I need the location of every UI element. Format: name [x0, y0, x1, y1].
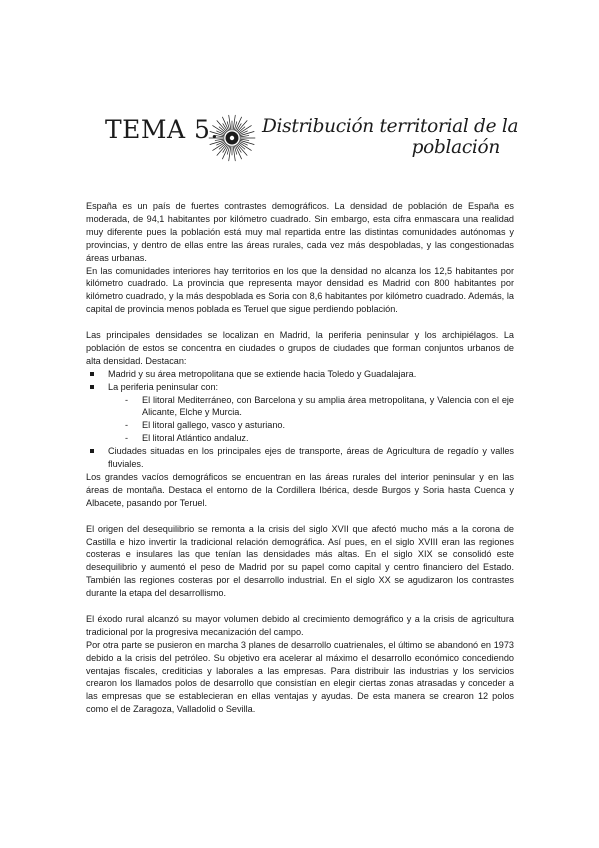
- sunburst-ray: [237, 144, 247, 155]
- list-item: [86, 381, 514, 446]
- sunburst-ray: [215, 139, 224, 140]
- paragraph-density-intro: España es un país de fuertes contrastes demográficos. La densidad de población de España es moderada, de 94,1 habitantes por kilómetro cuadrado. Sin embargo, esta cifra enmascara una realidad muy diferente pues la población está muy mal repartida entre las distintas comunidades autónomas y provincias, y dentro de ellas entre las áreas rurales, cada vez más despobladas, y las congestionadas áreas urbanas.: [86, 201, 514, 263]
- paragraph-gap: [86, 510, 514, 523]
- paragraph-demographic-voids: Los grandes vacíos demográficos se encuentran en las áreas rurales del interior peninsular y en las áreas de montaña. Destaca el entorno de la Cordillera Ibérica, desde Burgos y Soria hasta Cuenca y Albacete, pasando por Teruel.: [86, 472, 514, 508]
- bullet-list-high-density: [86, 368, 514, 471]
- sub-list-item-text: El litoral Mediterráneo, con Barcelona y su amplia área metropolitana, y Valencia con el eje Alicante, Elche y Murcia.: [142, 394, 514, 418]
- list-item-text: Madrid y su área metropolitana que se extiende hacia Toledo y Guadalajara.: [108, 368, 417, 379]
- sub-list-item-text: El litoral Atlántico andaluz.: [142, 433, 249, 444]
- paragraph-rural-exodus: El éxodo rural alcanzó su mayor volumen debido al crecimiento demográfico y a la crisis de agricultura tradicional por la progresiva mecanización del campo.: [86, 613, 514, 637]
- sub-list-item: [108, 394, 514, 420]
- list-item-text: La periferia peninsular con:: [108, 381, 219, 392]
- sunburst-ray: [215, 136, 224, 137]
- paragraph-gap: [86, 316, 514, 329]
- paragraph-historical-origin: El origen del desequilibrio se remonta a la crisis del siglo XVII que afectó mucho más a la corona de Castilla e hizo invertir la tradicional relación demográfica. Así pues, en el siglo XVIII eran las regiones costeras e insulares las que tenían las densidades más altas. En el siglo XIX se consolidó este desequilibrio y aumentó el peso de Madrid por su papel como capital y centro financiero del Estado. También las regiones costeras por el desarrollo industrial. En el siglo XX se agudizaron los contrastes durante la etapa del desarrollismo.: [86, 523, 514, 599]
- sub-list-item: [108, 432, 514, 445]
- chapter-number: TEMA 5.: [105, 115, 219, 144]
- sunburst-ray: [237, 121, 247, 132]
- paragraph-gap: [86, 600, 514, 613]
- sub-list-item-text: El litoral gallego, vasco y asturiano.: [142, 420, 286, 431]
- list-item: [86, 445, 514, 471]
- sub-list-periphery: [108, 394, 514, 446]
- paragraph-development-plans: Por otra parte se pusieron en marcha 3 planes de desarrollo cuatrienales, el último se abandonó en 1973 debido a la crisis del petróleo. Su objetivo era acelerar al máximo el desarrollo económico concediendo ventajas fiscales, crediticias y laborales a las empresas. Para distribuir las industrias y los servicios crearon los llamados polos de desarrollo que consistían en elegir ciertas zonas atrasadas y conceder a las empresas que se establecieran en ellas ventajas y ayudas. De esta manera se crearon 12 polos como el de Zaragoza, Valladolid o Sevilla.: [86, 639, 514, 715]
- document-body: [86, 200, 514, 716]
- sunburst-ray: [217, 144, 227, 155]
- sunburst-ray: [240, 136, 249, 137]
- document-header: [0, 0, 599, 180]
- sunburst-ray: [240, 139, 249, 140]
- chapter-title-line-2: población: [411, 137, 500, 158]
- sunburst-ray: [217, 121, 227, 132]
- chapter-title-line-1: Distribución territorial de la: [262, 116, 519, 137]
- paragraph-interior-density: En las comunidades interiores hay territorios en los que la densidad no alcanza los 12,5 habitantes por kilómetro cuadrado. La provincia que representa mayor densidad es Madrid con 800 habitantes por kilómetro cuadrado, y la más despoblada es Soria con 8,6 habitantes por kilómetro cuadrado. Además, la capital de provincia menos poblada es Teruel que sigue perdiendo población.: [86, 265, 514, 315]
- list-item-text: Ciudades situadas en los principales ejes de transporte, áreas de Agricultura de regadío y valles fluviales.: [108, 446, 514, 470]
- chapter-title: [262, 116, 519, 158]
- sunburst-ornament-icon: [208, 114, 256, 162]
- list-item: [86, 368, 514, 381]
- sub-list-item: [108, 419, 514, 432]
- paragraph-main-densities: Las principales densidades se localizan en Madrid, la periferia peninsular y los archipiélagos. La población de estos se concentra en ciudades o grupos de ciudades que forman conjuntos urbanos de alta densidad. Destacan:: [86, 330, 514, 366]
